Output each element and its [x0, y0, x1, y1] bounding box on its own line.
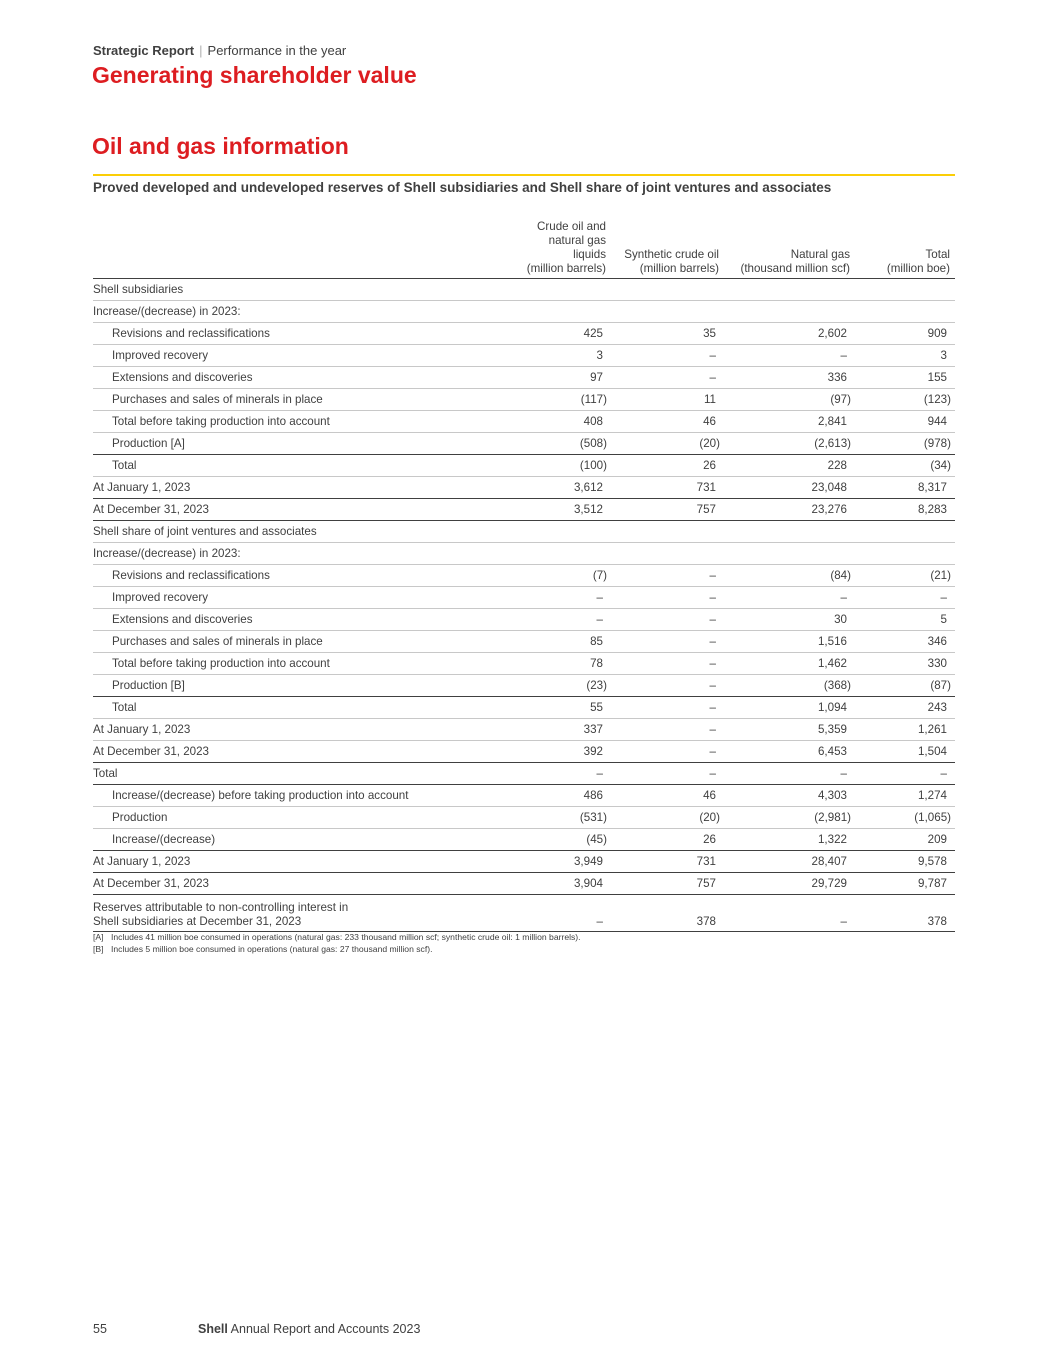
row-value-cell: 731: [611, 851, 724, 873]
row-value-cell: 8,317: [855, 477, 955, 499]
row-value-cell: 228: [724, 455, 855, 477]
row-value-cell: –: [611, 675, 724, 697]
column-header-natural-gas: Natural gas (thousand million scf): [724, 220, 855, 279]
table-row-noncontrolling-interest: [93, 895, 955, 932]
row-value-cell: 337: [516, 719, 611, 741]
row-value-cell: 346: [855, 631, 955, 653]
row-value-cell: 1,274: [855, 785, 955, 807]
row-value-cell: 408: [516, 411, 611, 433]
row-value-cell: (117): [516, 389, 611, 411]
row-label: Shell subsidiaries: [93, 279, 516, 301]
row-label: Production [A]: [93, 433, 516, 455]
row-label: Revisions and reclassifications: [93, 323, 516, 345]
row-value-cell: 392: [516, 741, 611, 763]
row-value-cell: 3,904: [516, 873, 611, 895]
row-value-cell: (84): [724, 565, 855, 587]
row-value-cell: 243: [855, 697, 955, 719]
row-value-cell: [855, 301, 955, 323]
row-value-cell: 3,612: [516, 477, 611, 499]
row-value-cell: 46: [611, 785, 724, 807]
row-label: Reserves attributable to non-controlling interest in Shell subsidiaries at December 31, 2023: [93, 895, 516, 932]
row-value-cell: [855, 543, 955, 565]
footnote-a: [A] Includes 41 million boe consumed in operations (natural gas: 233 thousand million scf; synthetic crude oil: 1 million barrels).: [93, 932, 581, 942]
table-row: [93, 807, 955, 829]
page-footer: [93, 1322, 420, 1336]
row-value-cell: (2,981): [724, 807, 855, 829]
row-value-cell: 1,094: [724, 697, 855, 719]
row-value-cell: [724, 279, 855, 301]
row-value-cell: 8,283: [855, 499, 955, 521]
row-value-cell: (45): [516, 829, 611, 851]
row-value-cell: 336: [724, 367, 855, 389]
row-value-cell: (34): [855, 455, 955, 477]
row-value-cell: (978): [855, 433, 955, 455]
row-value-cell: (123): [855, 389, 955, 411]
row-label: Increase/(decrease): [93, 829, 516, 851]
row-label: Production [B]: [93, 675, 516, 697]
table-row: [93, 477, 955, 499]
breadcrumb-separator: |: [199, 43, 203, 58]
row-value-cell: [611, 543, 724, 565]
row-value-cell: 85: [516, 631, 611, 653]
row-value-cell: –: [611, 631, 724, 653]
row-value-cell: 1,261: [855, 719, 955, 741]
row-value-cell: (508): [516, 433, 611, 455]
page-number: 55: [93, 1322, 107, 1336]
table-row: [93, 279, 955, 301]
row-value-cell: –: [611, 697, 724, 719]
row-label: Increase/(decrease) in 2023:: [93, 543, 516, 565]
row-value-cell: [724, 521, 855, 543]
row-value-cell: 11: [611, 389, 724, 411]
row-label: Extensions and discoveries: [93, 609, 516, 631]
breadcrumb: [93, 43, 346, 58]
row-value-cell: 78: [516, 653, 611, 675]
table-row: [93, 719, 955, 741]
table-row: [93, 411, 955, 433]
row-label: Shell share of joint ventures and associates: [93, 521, 516, 543]
row-value-cell: 97: [516, 367, 611, 389]
section-title: Oil and gas information: [92, 133, 349, 159]
row-label: Total before taking production into account: [93, 411, 516, 433]
row-value-cell: 23,048: [724, 477, 855, 499]
footer-brand: Shell: [198, 1322, 228, 1336]
row-value-cell: 1,504: [855, 741, 955, 763]
table-row: [93, 367, 955, 389]
row-value-cell: (21): [855, 565, 955, 587]
row-value-cell: 909: [855, 323, 955, 345]
table-row: [93, 675, 955, 697]
row-value-cell: –: [516, 609, 611, 631]
row-label: Improved recovery: [93, 345, 516, 367]
table-caption: Proved developed and undeveloped reserves of Shell subsidiaries and Shell share of joint ventures and associates: [93, 180, 832, 195]
row-value-cell: 155: [855, 367, 955, 389]
table-body: [93, 279, 955, 932]
footnote-b: [B] Includes 5 million boe consumed in operations (natural gas: 27 thousand million scf).: [93, 944, 433, 954]
table-row: [93, 763, 955, 785]
row-value-cell: –: [611, 345, 724, 367]
row-value-cell: (20): [611, 807, 724, 829]
row-value-cell: –: [611, 763, 724, 785]
row-value-cell: (531): [516, 807, 611, 829]
row-value-cell: –: [724, 895, 855, 932]
row-label: Purchases and sales of minerals in place: [93, 631, 516, 653]
row-value-cell: –: [611, 367, 724, 389]
row-value-cell: 9,787: [855, 873, 955, 895]
row-value-cell: [855, 521, 955, 543]
table-header-row: [93, 220, 955, 279]
table-row: [93, 829, 955, 851]
row-value-cell: –: [724, 587, 855, 609]
row-value-cell: –: [611, 653, 724, 675]
row-value-cell: –: [516, 895, 611, 932]
row-value-cell: –: [611, 609, 724, 631]
breadcrumb-page[interactable]: Performance in the year: [207, 43, 347, 58]
row-label: Total before taking production into account: [93, 653, 516, 675]
row-value-cell: 26: [611, 455, 724, 477]
row-value-cell: [611, 279, 724, 301]
row-label: Increase/(decrease) before taking production into account: [93, 785, 516, 807]
row-label: Total: [93, 455, 516, 477]
table-row: [93, 455, 955, 477]
column-header-crude-oil: Crude oil and natural gas liquids (million barrels): [516, 220, 611, 279]
row-value-cell: 3,512: [516, 499, 611, 521]
table-row: [93, 323, 955, 345]
table-row: [93, 631, 955, 653]
row-value-cell: 55: [516, 697, 611, 719]
row-label: At December 31, 2023: [93, 873, 516, 895]
row-value-cell: (23): [516, 675, 611, 697]
row-value-cell: 6,453: [724, 741, 855, 763]
row-value-cell: 486: [516, 785, 611, 807]
row-value-cell: –: [516, 587, 611, 609]
row-value-cell: –: [855, 763, 955, 785]
row-value-cell: [516, 301, 611, 323]
row-value-cell: (368): [724, 675, 855, 697]
row-label: At January 1, 2023: [93, 477, 516, 499]
row-label: Revisions and reclassifications: [93, 565, 516, 587]
row-value-cell: 209: [855, 829, 955, 851]
row-value-cell: –: [611, 587, 724, 609]
row-value-cell: (20): [611, 433, 724, 455]
table-row: [93, 301, 955, 323]
table-row: [93, 587, 955, 609]
row-label: At January 1, 2023: [93, 851, 516, 873]
row-label: Increase/(decrease) in 2023:: [93, 301, 516, 323]
row-value-cell: [724, 543, 855, 565]
table-row: [93, 785, 955, 807]
table-row: [93, 565, 955, 587]
row-value-cell: 26: [611, 829, 724, 851]
table-row: [93, 389, 955, 411]
row-value-cell: [516, 521, 611, 543]
row-label: Production: [93, 807, 516, 829]
column-header-synthetic-crude: Synthetic crude oil (million barrels): [611, 220, 724, 279]
table-row: [93, 741, 955, 763]
row-value-cell: 378: [611, 895, 724, 932]
breadcrumb-section[interactable]: Strategic Report: [93, 43, 195, 58]
table-row: [93, 433, 955, 455]
row-value-cell: 731: [611, 477, 724, 499]
row-value-cell: 29,729: [724, 873, 855, 895]
row-label: Total: [93, 763, 516, 785]
row-value-cell: –: [724, 345, 855, 367]
row-value-cell: 30: [724, 609, 855, 631]
row-value-cell: –: [855, 587, 955, 609]
section-divider: [93, 174, 955, 176]
row-value-cell: 5,359: [724, 719, 855, 741]
row-value-cell: 46: [611, 411, 724, 433]
row-value-cell: 3,949: [516, 851, 611, 873]
row-label: At January 1, 2023: [93, 719, 516, 741]
row-value-cell: 28,407: [724, 851, 855, 873]
row-value-cell: 35: [611, 323, 724, 345]
row-value-cell: (97): [724, 389, 855, 411]
row-value-cell: –: [724, 763, 855, 785]
column-header-total: Total (million boe): [855, 220, 955, 279]
row-value-cell: 757: [611, 873, 724, 895]
row-value-cell: [611, 301, 724, 323]
row-label: Total: [93, 697, 516, 719]
row-value-cell: –: [611, 565, 724, 587]
row-value-cell: 378: [855, 895, 955, 932]
table-row: [93, 499, 955, 521]
table-row: [93, 697, 955, 719]
row-value-cell: 2,602: [724, 323, 855, 345]
row-value-cell: 757: [611, 499, 724, 521]
row-value-cell: 9,578: [855, 851, 955, 873]
row-value-cell: 1,322: [724, 829, 855, 851]
table-row: [93, 851, 955, 873]
row-value-cell: [855, 279, 955, 301]
row-value-cell: 3: [516, 345, 611, 367]
table-row: [93, 609, 955, 631]
row-value-cell: (2,613): [724, 433, 855, 455]
table-row: [93, 345, 955, 367]
table-row: [93, 873, 955, 895]
row-value-cell: –: [611, 719, 724, 741]
row-label: Purchases and sales of minerals in place: [93, 389, 516, 411]
table-row: [93, 543, 955, 565]
row-value-cell: (1,065): [855, 807, 955, 829]
row-value-cell: 4,303: [724, 785, 855, 807]
row-value-cell: 425: [516, 323, 611, 345]
row-value-cell: 1,462: [724, 653, 855, 675]
row-label: Extensions and discoveries: [93, 367, 516, 389]
row-value-cell: –: [611, 741, 724, 763]
row-label: At December 31, 2023: [93, 741, 516, 763]
row-value-cell: 1,516: [724, 631, 855, 653]
row-label: At December 31, 2023: [93, 499, 516, 521]
row-value-cell: (100): [516, 455, 611, 477]
row-value-cell: 944: [855, 411, 955, 433]
row-value-cell: 2,841: [724, 411, 855, 433]
row-value-cell: [724, 301, 855, 323]
row-value-cell: (87): [855, 675, 955, 697]
row-value-cell: 330: [855, 653, 955, 675]
row-value-cell: [611, 521, 724, 543]
page-title: Generating shareholder value: [92, 62, 417, 88]
row-value-cell: (7): [516, 565, 611, 587]
header-label-cell: [93, 220, 516, 279]
row-value-cell: [516, 279, 611, 301]
row-label: Improved recovery: [93, 587, 516, 609]
table-row: [93, 653, 955, 675]
row-value-cell: 3: [855, 345, 955, 367]
reserves-table: [93, 220, 955, 932]
table-row: [93, 521, 955, 543]
row-value-cell: 5: [855, 609, 955, 631]
row-value-cell: –: [516, 763, 611, 785]
footer-publication: Annual Report and Accounts 2023: [230, 1322, 421, 1336]
row-value-cell: 23,276: [724, 499, 855, 521]
footnotes: [93, 931, 581, 955]
row-value-cell: [516, 543, 611, 565]
